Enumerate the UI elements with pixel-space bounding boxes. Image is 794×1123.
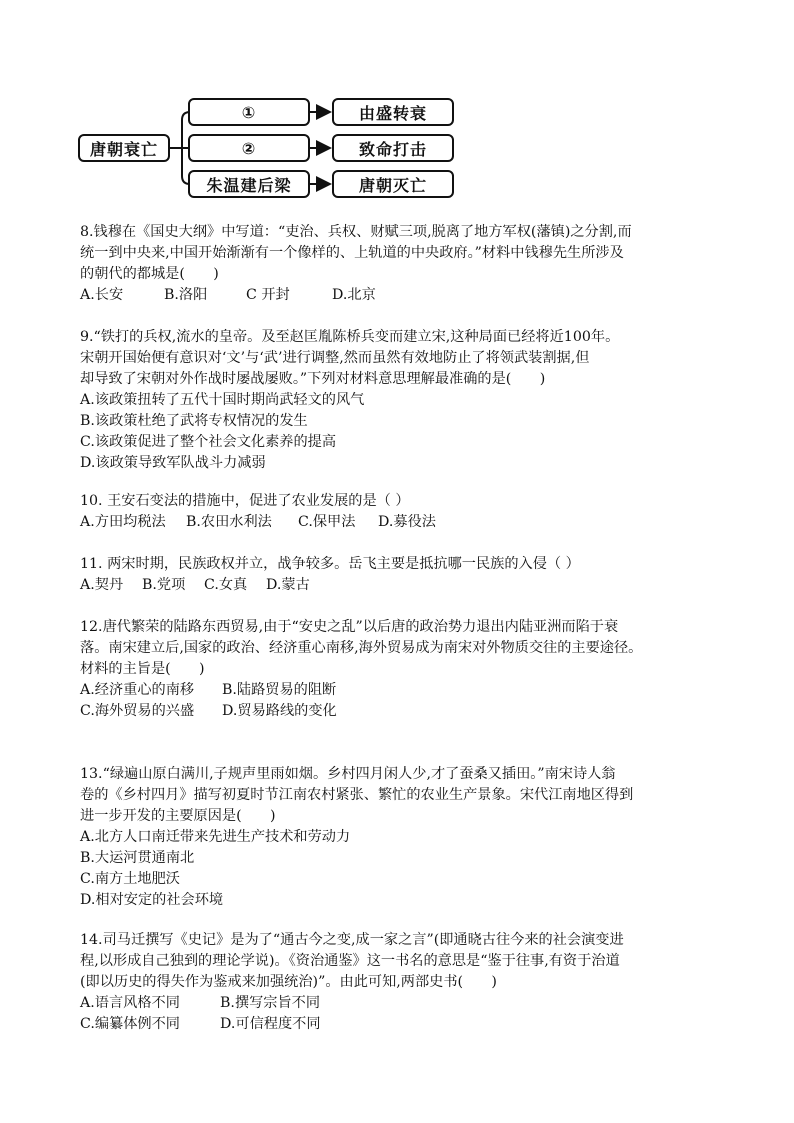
question-text-line: 落。南宋建立后,国家的政治、经济重心南移,海外贸易成为南宋对外物质交往的主要途径。 <box>80 640 643 656</box>
diagram-root-box: 唐朝衰亡 <box>78 134 170 162</box>
options-row <box>80 680 720 701</box>
question-9 <box>80 327 720 474</box>
option-d: D.该政策导致军队战斗力减弱 <box>80 455 266 471</box>
option-d: D.相对安定的社会环境 <box>80 892 224 908</box>
question-text-line: 程,以形成自己独到的理论学说)。《资治通鉴》这一书名的意思是“鉴于往事,有资于治道 <box>80 953 620 969</box>
question-14 <box>80 930 720 1035</box>
question-text-line: (即以历史的得失作为鉴戒来加强统治)”。由此可知,两部史书( ) <box>80 974 497 990</box>
question-text-line: 统一到中央来,中国开始渐渐有一个像样的、上轨道的中央政府。”材料中钱穆先生所涉及 <box>80 245 624 261</box>
diagram-result-1-box: 由盛转衰 <box>332 98 454 126</box>
options-row <box>80 512 720 533</box>
question-text-line: 宋朝开国始便有意识对‘文’与‘武’进行调整,然而虽然有效地防止了将领武装割据,但 <box>80 350 590 366</box>
option-c: C.该政策促进了整个社会文化素养的提高 <box>80 434 337 450</box>
option-b: B.洛阳 <box>164 287 208 303</box>
question-text-line: 13.“绿遍山原白满川,子规声里雨如烟。乡村四月闲人少,才了蚕桑又插田。”南宋诗人翁 <box>80 766 616 782</box>
question-13 <box>80 764 720 911</box>
diagram-cause-1-box: ① <box>188 98 310 126</box>
option-a: A.契丹 <box>80 577 124 593</box>
options-row <box>80 575 720 596</box>
option-d: D.可信程度不同 <box>220 1016 321 1032</box>
question-11 <box>80 554 720 596</box>
question-10 <box>80 491 720 533</box>
question-text-line: 11. 两宋时期，民族政权并立，战争较多。岳飞主要是抵抗哪一民族的入侵（ ） <box>80 556 580 572</box>
option-b: B.农田水利法 <box>186 514 272 530</box>
question-text-line: 12.唐代繁荣的陆路东西贸易,由于“安史之乱”以后唐的政治势力退出内陆亚洲而陷于衰 <box>80 619 619 635</box>
question-text-line: 卷的《乡村四月》描写初夏时节江南农村紧张、繁忙的农业生产景象。宋代江南地区得到 <box>80 787 634 803</box>
question-text-line: 8.钱穆在《国史大纲》中写道：“吏治、兵权、财赋三项,脱离了地方军权(藩镇)之分割,而 <box>80 224 632 240</box>
question-text-line: 的朝代的都城是( ) <box>80 266 219 282</box>
option-a: A.语言风格不同 <box>80 995 180 1011</box>
diagram-result-2-box: 致命打击 <box>332 134 454 162</box>
option-b: B.大运河贯通南北 <box>80 850 195 866</box>
option-d: D.蒙古 <box>266 577 310 593</box>
question-text-line: 14.司马迁撰写《史记》是为了“通古今之变,成一家之言”(即通晓古往今来的社会演变进 <box>80 932 624 948</box>
options-row <box>80 285 720 306</box>
option-c: C.编纂体例不同 <box>80 1016 180 1032</box>
options-row <box>80 1014 720 1035</box>
question-text-line: 9.“铁打的兵权,流水的皇帝。及至赵匡胤陈桥兵变而建立宋,这种局面已经将近100年。 <box>80 329 620 345</box>
option-a: A.该政策扭转了五代十国时期尚武轻文的风气 <box>80 392 365 408</box>
option-d: D.贸易路线的变化 <box>222 703 337 719</box>
options-row <box>80 993 720 1014</box>
question-text-line: 进一步开发的主要原因是( ) <box>80 808 276 824</box>
options-row <box>80 701 720 722</box>
option-a: A.方田均税法 <box>80 514 166 530</box>
option-b: B.撰写宗旨不同 <box>220 995 321 1011</box>
option-c: C 开封 <box>246 287 290 303</box>
option-c: C.保甲法 <box>298 514 356 530</box>
option-d: D.北京 <box>332 287 376 303</box>
question-text-line: 10. 王安石变法的措施中，促进了农业发展的是（ ） <box>80 493 410 509</box>
option-b: B.党项 <box>142 577 186 593</box>
tang-decline-diagram <box>78 92 468 204</box>
question-12 <box>80 617 720 722</box>
option-a: A.北方人口南迁带来先进生产技术和劳动力 <box>80 829 351 845</box>
option-b: B.该政策杜绝了武将专权情况的发生 <box>80 413 308 429</box>
option-b: B.陆路贸易的阻断 <box>222 682 337 698</box>
diagram-result-3-box: 唐朝灭亡 <box>332 170 454 198</box>
question-8 <box>80 222 720 306</box>
diagram-cause-2-box: ② <box>188 134 310 162</box>
question-text-line: 材料的主旨是( ) <box>80 661 205 677</box>
option-a: A.长安 <box>80 287 124 303</box>
option-c: C.南方土地肥沃 <box>80 871 180 887</box>
diagram-cause-3-box: 朱温建后梁 <box>188 170 310 198</box>
option-a: A.经济重心的南移 <box>80 682 195 698</box>
option-d: D.募役法 <box>378 514 436 530</box>
question-text-line: 却导致了宋朝对外作战时屡战屡败。”下列对材料意思理解最准确的是( ) <box>80 371 546 387</box>
option-c: C.女真 <box>204 577 248 593</box>
option-c: C.海外贸易的兴盛 <box>80 703 195 719</box>
